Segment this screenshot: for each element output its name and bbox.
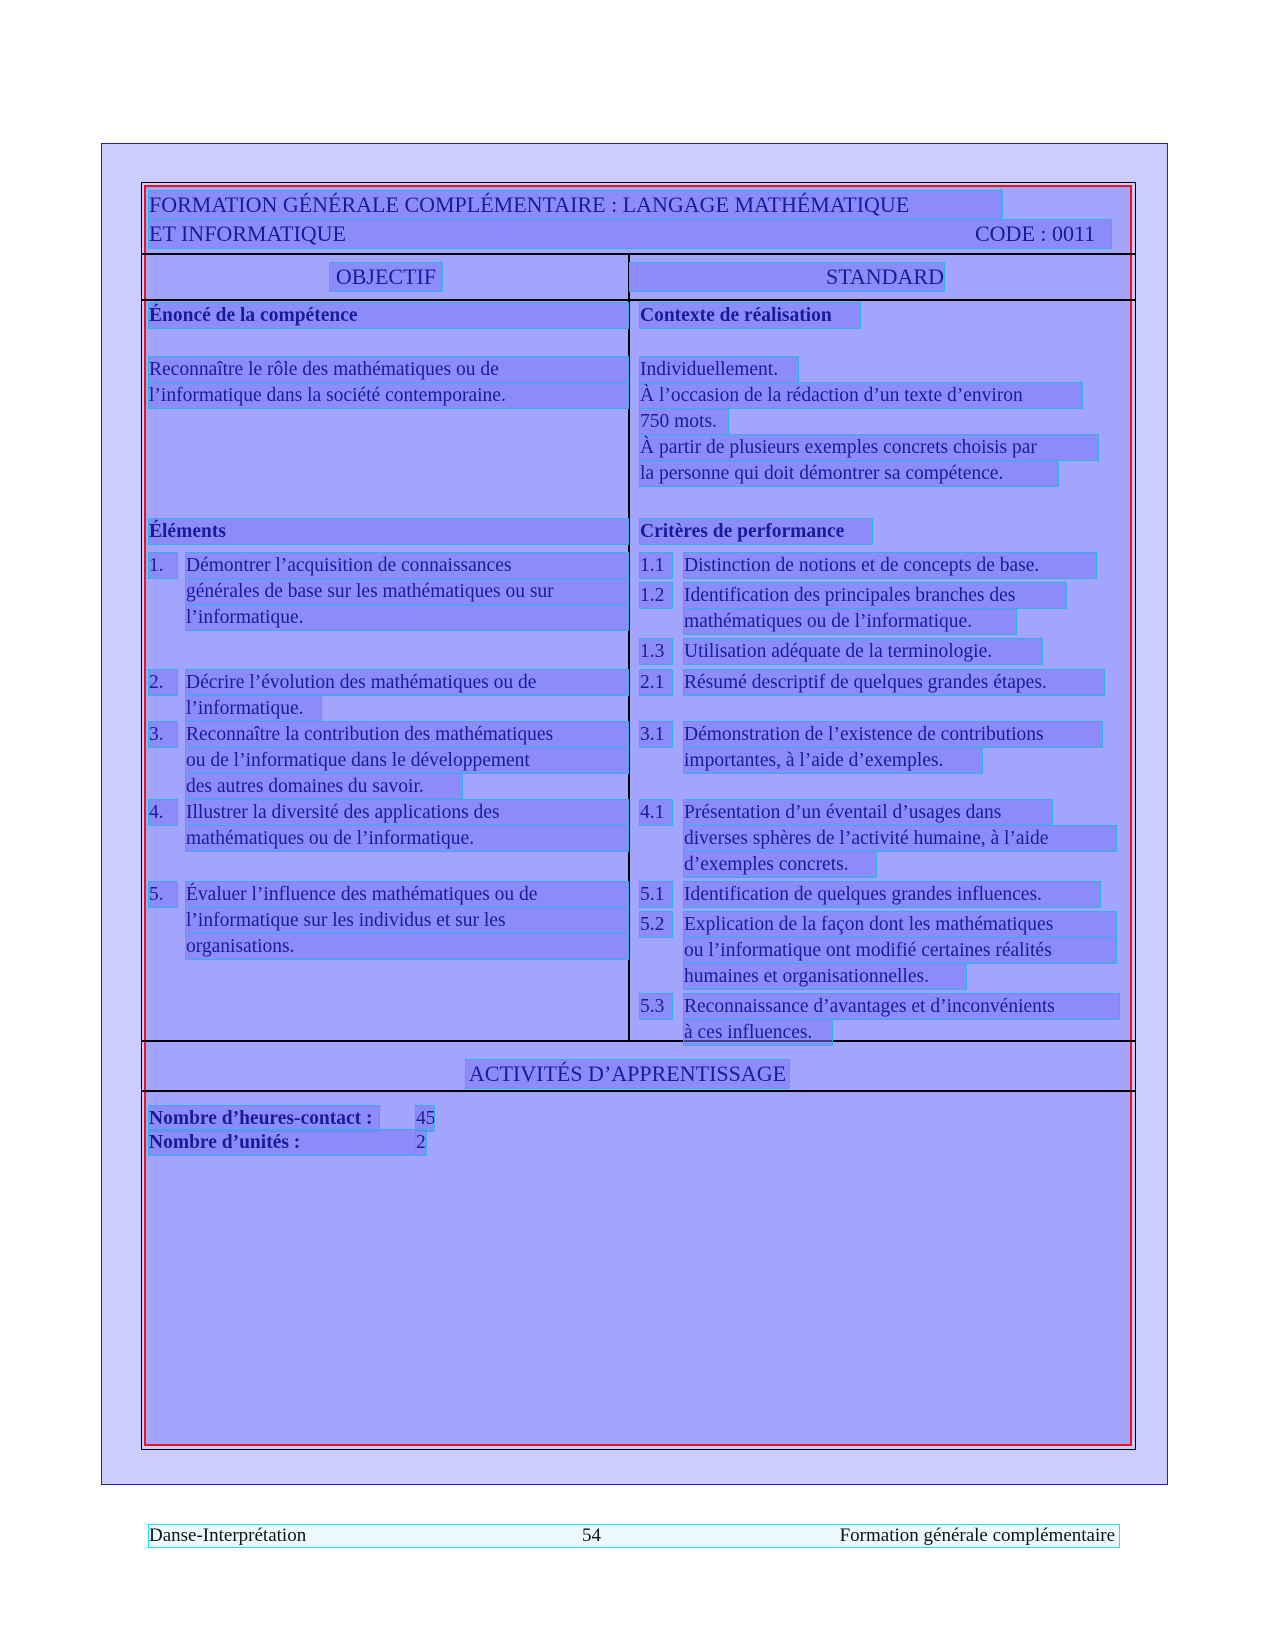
element-line: générales de base sur les mathématiques ou sur <box>186 579 628 604</box>
contexte-line: À partir de plusieurs exemples concrets choisis par <box>640 435 1098 460</box>
rule-above-activites <box>141 1040 1136 1042</box>
element-line: Démontrer l’acquisition de connaissances <box>186 553 628 578</box>
activites-heading: ACTIVITÉS D’APPRENTISSAGE <box>466 1060 789 1088</box>
critere-line: Identification des principales branches des <box>684 583 1066 608</box>
unites-label: Nombre d’unités : <box>149 1130 415 1155</box>
element-line: organisations. <box>186 934 628 959</box>
rule-under-columns <box>141 299 1136 301</box>
contexte-heading: Contexte de réalisation <box>640 303 860 328</box>
contexte-line: Individuellement. <box>640 357 798 382</box>
criteres-heading: Critères de performance <box>640 519 872 544</box>
element-line: ou de l’informatique dans le développement <box>186 748 628 773</box>
title-line-1: FORMATION GÉNÉRALE COMPLÉMENTAIRE : LANGAGE MATHÉMATIQUE <box>149 191 1002 219</box>
critere-number: 5.2 <box>640 912 672 937</box>
page-number: 54 <box>582 1525 601 1546</box>
element-number: 5. <box>149 882 177 907</box>
critere-line: importantes, à l’aide d’exemples. <box>684 748 982 773</box>
element-number: 1. <box>149 553 177 578</box>
critere-number: 1.1 <box>640 553 672 578</box>
unites-value: 2 <box>416 1132 426 1153</box>
contexte-line: À l’occasion de la rédaction d’un texte d’environ <box>640 383 1082 408</box>
critere-number: 4.1 <box>640 800 672 825</box>
critere-line: Présentation d’un éventail d’usages dans <box>684 800 1052 825</box>
elements-heading: Éléments <box>149 519 628 544</box>
element-line: des autres domaines du savoir. <box>186 774 462 799</box>
critere-number: 1.2 <box>640 583 672 608</box>
critere-line: à ces influences. <box>684 1020 832 1045</box>
critere-line: Utilisation adéquate de la terminologie. <box>684 639 1042 664</box>
element-line: Évaluer l’influence des mathématiques ou de <box>186 882 628 907</box>
enonce-heading: Énoncé de la compétence <box>149 303 628 328</box>
element-number: 4. <box>149 800 177 825</box>
code-label: CODE : 0011 <box>975 221 1096 246</box>
enonce-line: Reconnaître le rôle des mathématiques ou de <box>149 357 628 382</box>
critere-line: Résumé descriptif de quelques grandes étapes. <box>684 670 1104 695</box>
element-line: l’informatique. <box>186 696 321 721</box>
critere-line: mathématiques ou de l’informatique. <box>684 609 1016 634</box>
critere-number: 3.1 <box>640 722 672 747</box>
element-line: Illustrer la diversité des applications des <box>186 800 628 825</box>
critere-line: diverses sphères de l’activité humaine, à l’aide <box>684 826 1116 851</box>
critere-line: Démonstration de l’existence de contributions <box>684 722 1102 747</box>
element-line: mathématiques ou de l’informatique. <box>186 826 628 851</box>
element-line: l’informatique sur les individus et sur les <box>186 908 628 933</box>
critere-line: humaines et organisationnelles. <box>684 964 966 989</box>
element-line: l’informatique. <box>186 605 628 630</box>
rule-below-activites <box>141 1090 1136 1092</box>
critere-line: Reconnaissance d’avantages et d’inconvénients <box>684 994 1119 1019</box>
heures-value: 45 <box>416 1108 436 1129</box>
critere-line: Explication de la façon dont les mathématiques <box>684 912 1116 937</box>
page-footer <box>149 1525 1119 1547</box>
enonce-line: l’informatique dans la société contemporaine. <box>149 383 628 408</box>
critere-number: 2.1 <box>640 670 672 695</box>
critere-line: Identification de quelques grandes influences. <box>684 882 1100 907</box>
critere-number: 5.1 <box>640 882 672 907</box>
footer-left: Danse-Interprétation <box>149 1525 307 1546</box>
column-objectif: OBJECTIF <box>330 263 442 291</box>
element-number: 2. <box>149 670 177 695</box>
rule-under-header <box>141 253 1136 255</box>
critere-line: d’exemples concrets. <box>684 852 876 877</box>
contexte-line: la personne qui doit démontrer sa compétence. <box>640 461 1058 486</box>
column-divider <box>628 253 630 1041</box>
column-standard: STANDARD <box>630 263 944 291</box>
critere-number: 5.3 <box>640 994 672 1019</box>
contexte-line: 750 mots. <box>640 409 728 434</box>
heures-label: Nombre d’heures-contact : <box>149 1106 379 1131</box>
title-line-2: ET INFORMATIQUE <box>149 220 1111 248</box>
element-line: Reconnaître la contribution des mathématiques <box>186 722 628 747</box>
critere-line: ou l’informatique ont modifié certaines réalités <box>684 938 1116 963</box>
footer-right: Formation générale complémentaire <box>839 1525 1115 1546</box>
critere-number: 1.3 <box>640 639 672 664</box>
element-number: 3. <box>149 722 177 747</box>
element-line: Décrire l’évolution des mathématiques ou de <box>186 670 628 695</box>
critere-line: Distinction de notions et de concepts de base. <box>684 553 1096 578</box>
